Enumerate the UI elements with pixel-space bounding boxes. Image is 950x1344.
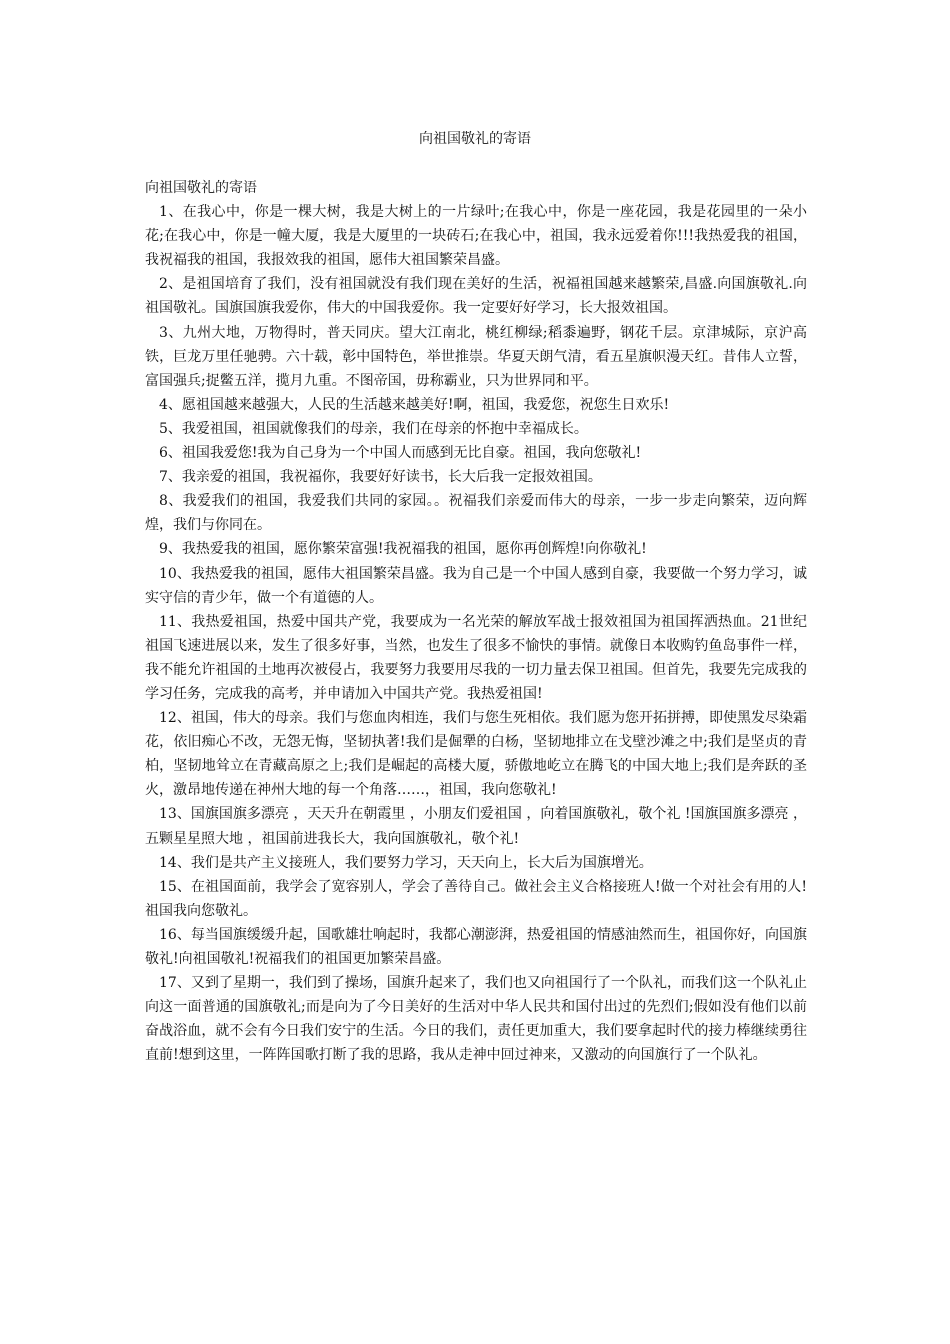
paragraph-5: 5、我爱祖国，祖国就像我们的母亲，我们在母亲的怀抱中幸福成长。 bbox=[159, 420, 588, 437]
paragraph-14: 14、我们是共产主义接班人，我们要努力学习，天天向上，长大后为国旗增光。 bbox=[159, 854, 653, 871]
paragraph-17: 17、又到了星期一，我们到了操场，国旗升起来了，我们也又向祖国行了一个队礼，而我们这一个队礼止向这一面普通的国旗敬礼;而是向为了今日美好的生活对中华人民共和国付出过的先烈们;假如没有他们以前奋战浴血，就不会有今日我们安宁的生活。今日的我们，责任更加重大，我们要拿起时代的接力棒继续勇往直前!想到这里，一阵阵国歌打断了我的思路，我从走神中回过神来，又激动的向国旗行了一个队礼。 bbox=[145, 975, 807, 1064]
document-title: 向祖国敬礼的寄语 bbox=[419, 131, 531, 147]
paragraph-9: 9、我热爱我的祖国，愿你繁荣富强!我祝福我的祖国，愿你再创辉煌!向你敬礼! bbox=[159, 541, 647, 558]
paragraph-6: 6、祖国我爱您!我为自己身为一个中国人而感到无比自豪。祖国，我向您敬礼! bbox=[159, 445, 642, 462]
paragraph-16: 16、每当国旗缓缓升起，国歌雄壮响起时，我都心潮澎湃，热爱祖国的情感油然而生，祖国你好，向国旗敬礼!向祖国敬礼!祝福我们的祖国更加繁荣昌盛。 bbox=[145, 926, 807, 967]
paragraph-7: 7、我亲爱的祖国，我祝福你，我要好好读书，长大后我一定报效祖国。 bbox=[159, 469, 602, 486]
paragraph-13: 13、国旗国旗多漂亮 ，天天升在朝霞里 ，小朋友们爱祖国 ，向着国旗敬礼，敬个礼 !国旗国旗多漂亮 ，五颗星星照大地 ，祖国前进我长大，我向国旗敬礼，敬个礼! bbox=[145, 806, 807, 847]
paragraph-4: 4、愿祖国越来越强大，人民的生活越来越美好!啊，祖国，我爱您，祝您生日欢乐! bbox=[159, 396, 670, 413]
paragraph-12: 12、祖国，伟大的母亲。我们与您血肉相连，我们与您生死相依。我们愿为您开拓拼搏，即使黑发尽染霜花，依旧痴心不改，无怨无悔，坚韧执著!我们是倔犟的白杨，坚韧地排立在戈壁沙滩之中;我们是坚贞的青柏，坚韧地耸立在青藏高原之上;我们是崛起的高楼大厦，骄傲地屹立在腾飞的中国大地上;我们是奔跃的圣火，激昂地传递在神州大地的每一个角落……，祖国，我向您敬礼! bbox=[145, 710, 807, 799]
paragraph-3: 3、九州大地，万物得时，普天同庆。望大江南北，桃红柳绿;稻黍遍野，钢花千层。京津城际，京沪高铁，巨龙万里任驰骋。六十载，彰中国特色，举世推崇。华夏天朗气清，看五星旗帜漫天红。昔伟人立誓，富国强兵;捉鳖五洋，揽月九重。不图帝国，毋称霸业，只为世界同和平。 bbox=[145, 324, 807, 389]
paragraph-8: 8、我爱我们的祖国，我爱我们共同的家园。。祝福我们亲爱而伟大的母亲，一步一步走向繁荣，迈向辉煌，我们与你同在。 bbox=[145, 493, 807, 534]
paragraph-11: 11、我热爱祖国，热爱中国共产党，我要成为一名光荣的解放军战士报效祖国为祖国挥洒热血。21世纪祖国飞速进展以来，发生了很多好事，当然，也发生了很多不愉快的事情。就像日本收购钓鱼岛事件一样，我不能允许祖国的土地再次被侵占，我要努力我要用尽我的一切力量去保卫祖国。但首先，我要先完成我的学习任务，完成我的高考，并申请加入中国共产党。我热爱祖国! bbox=[145, 613, 807, 702]
paragraph-2: 2、是祖国培育了我们，没有祖国就没有我们现在美好的生活，祝福祖国越来越繁荣,昌盛.向国旗敬礼.向祖国敬礼。国旗国旗我爱你，伟大的中国我爱你。我一定要好好学习，长大报效祖国。 bbox=[145, 276, 807, 317]
paragraph-10: 10、我热爱我的祖国，愿伟大祖国繁荣昌盛。我为自己是一个中国人感到自豪，我要做一个努力学习，诚实守信的青少年，做一个有道德的人。 bbox=[145, 565, 807, 606]
paragraph-1: 1、在我心中，你是一棵大树，我是大树上的一片绿叶;在我心中，你是一座花园，我是花园里的一朵小花;在我心中，你是一幢大厦，我是大厦里的一块砖石;在我心中，祖国，我永远爱着你!!!我热爱我的祖国，我祝福我的祖国，我报效我的祖国，愿伟大祖国繁荣昌盛。 bbox=[145, 204, 807, 269]
paragraph-15: 15、在祖国面前，我学会了宽容别人，学会了善待自己。做社会主义合格接班人!做一个对社会有用的人!祖国我向您敬礼。 bbox=[145, 878, 807, 919]
document-subtitle: 向祖国敬礼的寄语 bbox=[145, 180, 257, 196]
document-body bbox=[145, 176, 807, 1067]
